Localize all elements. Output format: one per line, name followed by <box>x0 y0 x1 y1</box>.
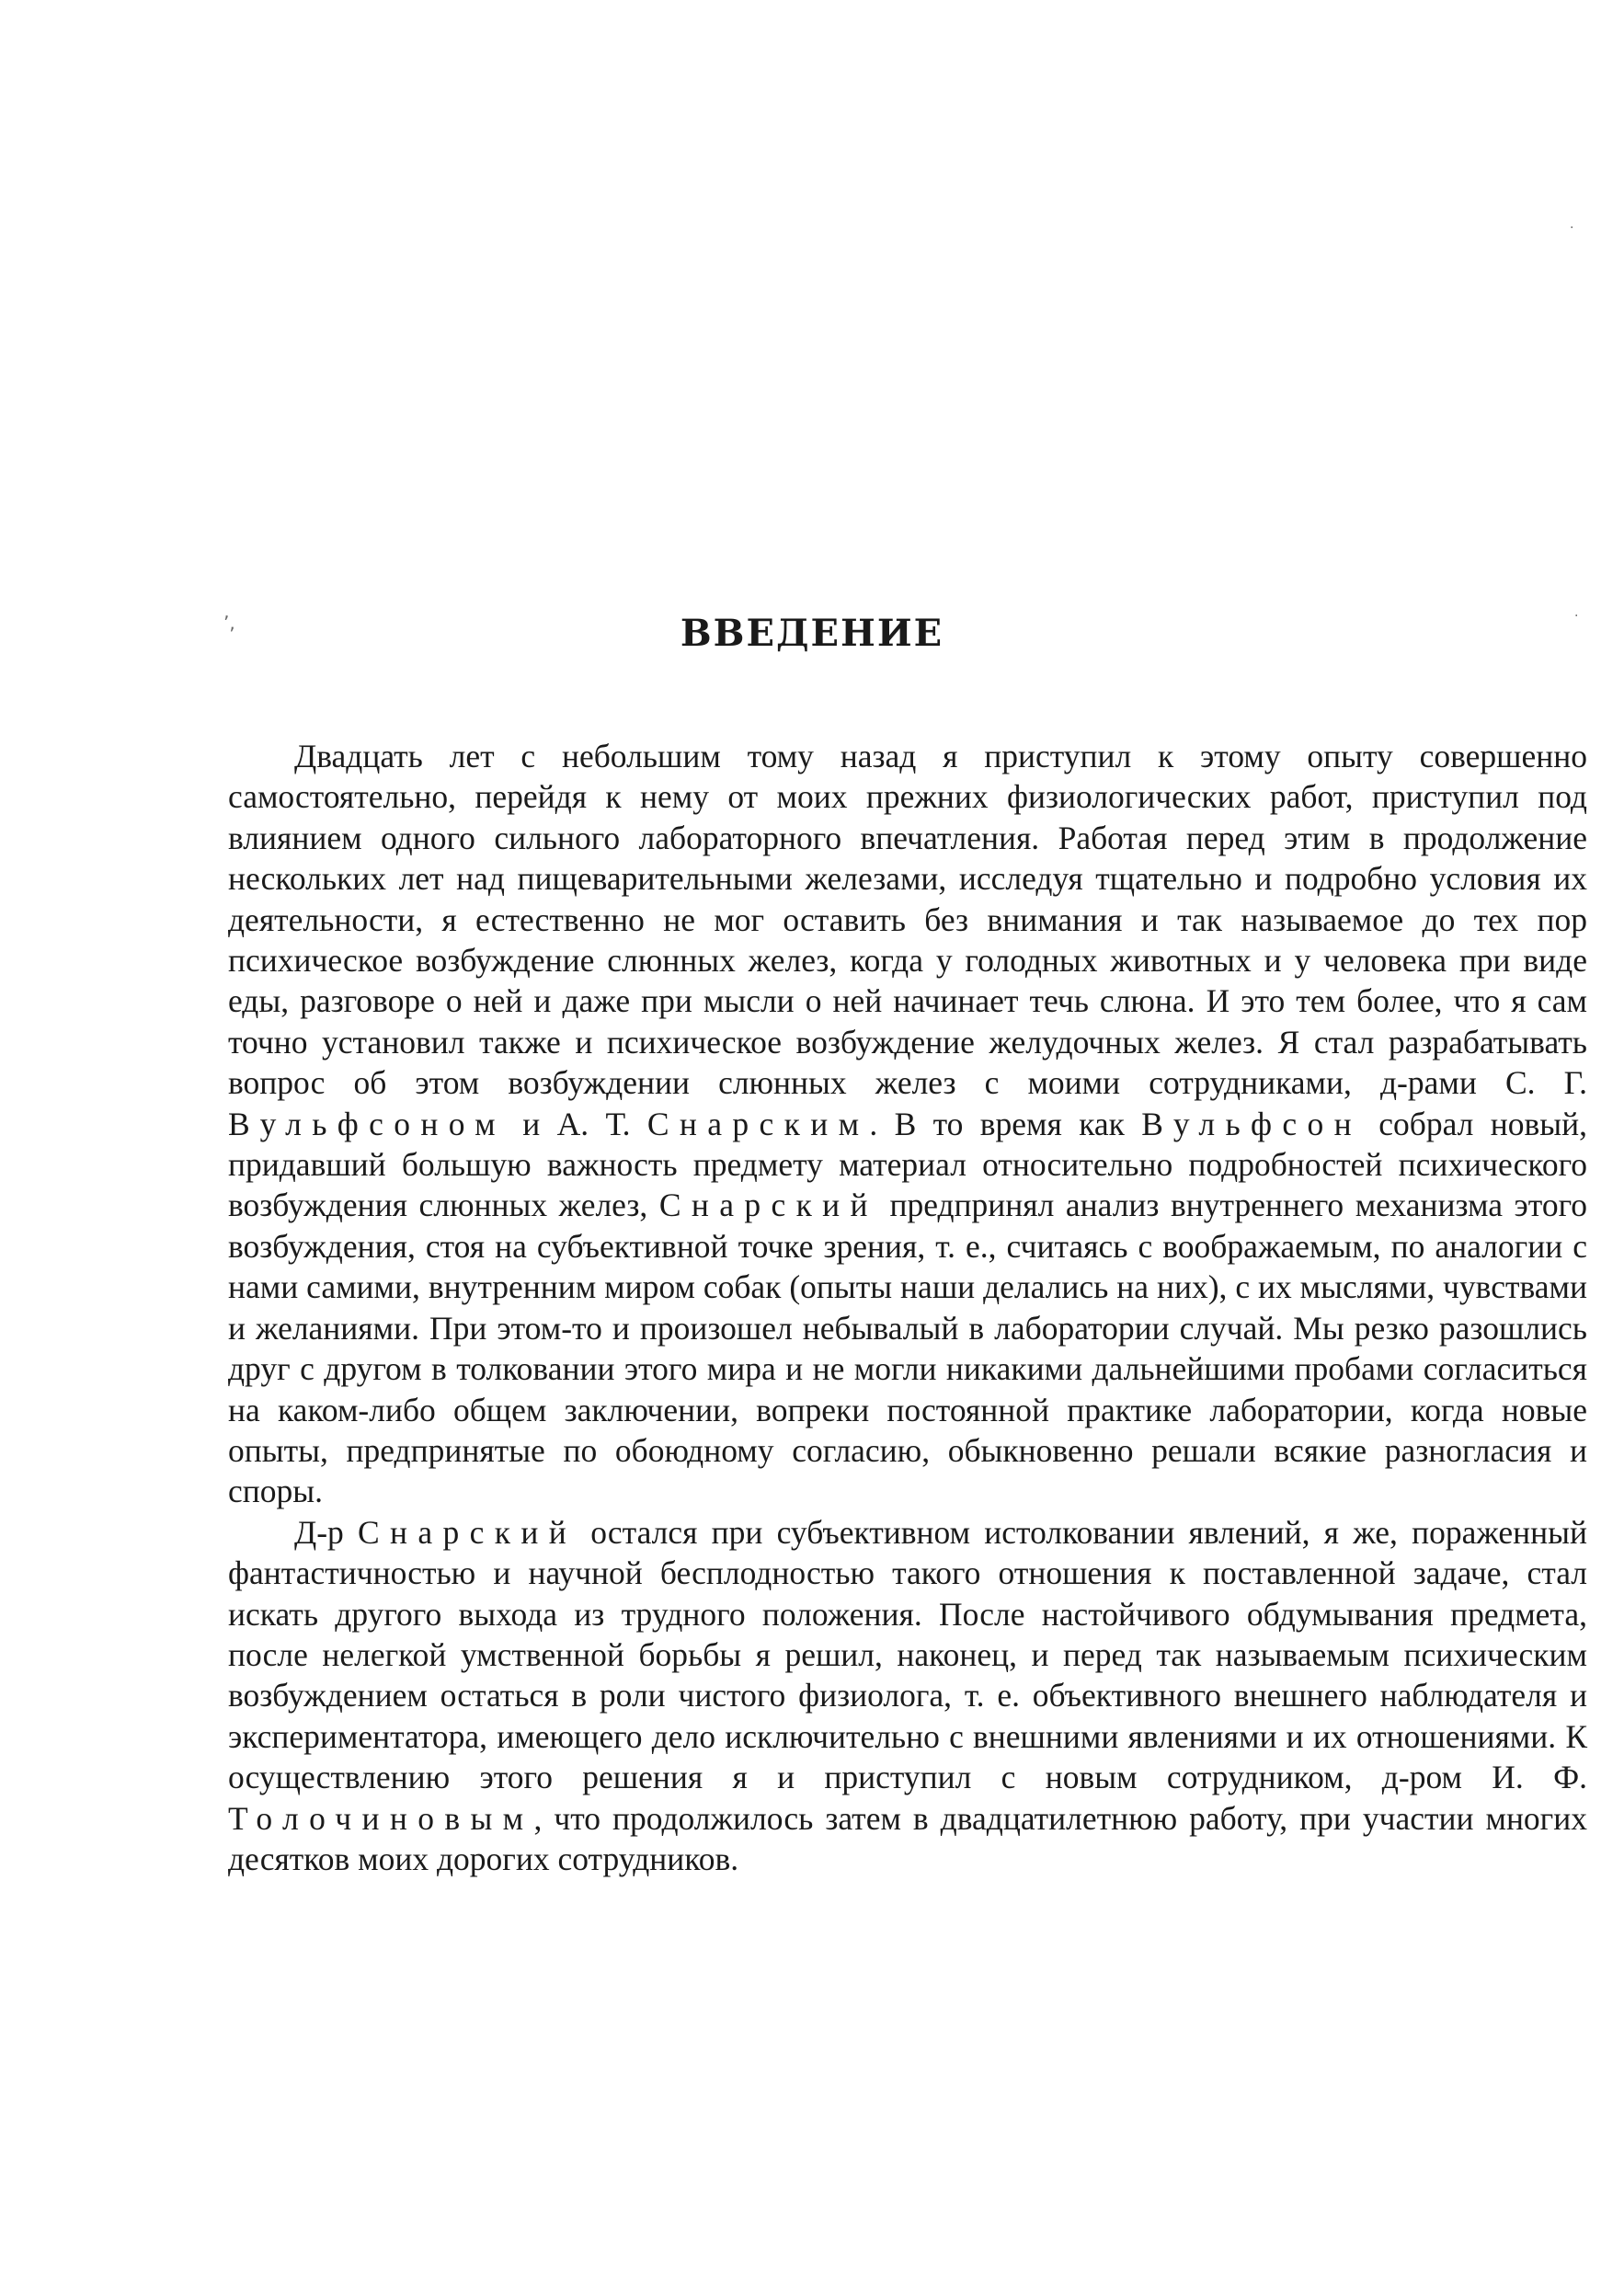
text-run: . В то время как <box>869 1105 1142 1142</box>
scan-speck: · <box>1574 609 1579 624</box>
text-run: остался при субъективном истолковании явлений, я же, пораженный фантастичностью и научной бесплодностью такого отношения к поставленной задаче, стал искать другого выхода из трудного положения. После настойчивого обдумывания предмета, после нелегкой умственной борьбы я решил, наконец, и перед так называемым психическим возбуждением остаться в роли чистого физиолога, т. е. объективного внешнего наблюдателя и экспериментатора, имеющего дело исключительно с внешними явлениями и их отношениями. К осуществлению этого решения я и приступил с новым сотрудником, д-ром И. Ф. <box>228 1513 1588 1796</box>
text-run: и А. Т. <box>505 1105 647 1142</box>
body-text <box>228 736 1587 1879</box>
text-run: , что продолжилось затем в двадцатилетнюю работу, при участии многих десятков моих дорогих сотрудников. <box>228 1799 1587 1877</box>
scan-mark: ʼ, <box>223 612 235 634</box>
text-run: Двадцать лет с небольшим тому назад я приступил к этому опыту совершенно самостоятельно, перейдя к нему от моих прежних физиологических работ, приступил под влиянием одного сильного лабораторного впечатления. Работая перед этим в продолжение нескольких лет над пищеварительными железами, исследуя тщательно и подробно условия их деятельности, я естественно не мог оставить без внимания и так называемое до тех пор психическое возбуждение слюнных желез, когда у голодных животных и у человека при виде еды, разговоре о ней и даже при мысли о ней начинает течь слюна. И это тем более, что я сам точно установил также и психическое возбуждение желудочных желез. Я стал разрабатывать вопрос об этом возбуждении слюнных желез с моими сотрудниками, д-рами С. Г. <box>228 738 1587 1102</box>
author-name-spaced: Снарским <box>646 1105 870 1142</box>
text-run: предпринял анализ внутреннего механизма этого возбуждения, стоя на субъективной точке зрения, т. е., считаясь с воображаемым, по аналогии с нами самими, внутренним миром собак (опыты наши делались на них), с их мыслями, чувствами и желаниями. При этом-то и произошел небывалый в лаборатории случай. Мы резко разошлись друг с другом в толковании этого мира и не могли никакими дальнейшими пробами согласиться на каком-либо общем заключении, вопреки постоянной практике лаборатории, когда новые опыты, предпринятые по обоюдному согласию, обыкновенно решали всякие разногласия и споры. <box>228 1187 1587 1510</box>
page-title: ВВЕДЕНИЕ <box>680 612 944 655</box>
author-name-spaced: Толочиновым <box>228 1799 534 1837</box>
author-name-spaced: Снарский <box>658 1187 878 1224</box>
paragraph-2 <box>228 1512 1587 1880</box>
text-run: Д-р <box>294 1513 358 1551</box>
paragraph-1 <box>228 736 1587 1512</box>
author-name-spaced: Снарский <box>358 1513 578 1551</box>
scan-speck: · <box>1570 221 1574 235</box>
author-name-spaced: Вульфсоном <box>228 1105 506 1142</box>
author-name-spaced: Вульфсон <box>1141 1105 1362 1142</box>
text-run: собрал новый, придавший большую важность предмету материал относительно подробностей психического возбуждения слюнных желез, <box>228 1105 1587 1224</box>
